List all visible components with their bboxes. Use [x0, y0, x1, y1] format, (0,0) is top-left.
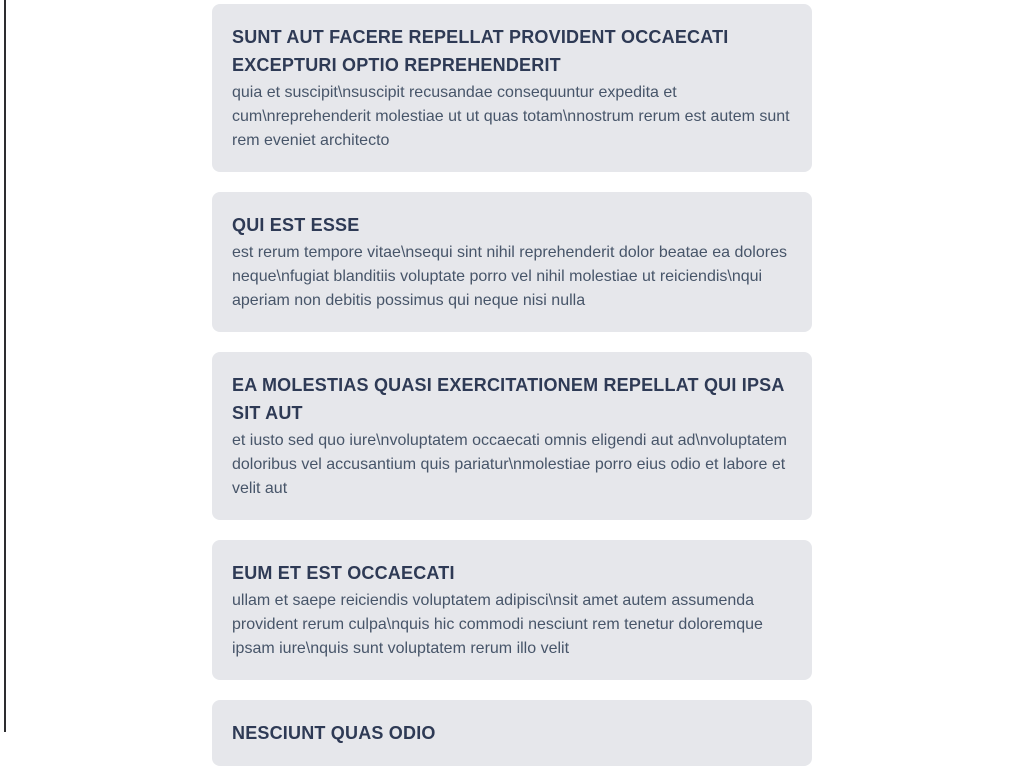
post-body: ullam et saepe reiciendis voluptatem adipisci\nsit amet autem assumenda provident rerum culpa\nquis hic commodi nesciunt rem tenetur doloremque ipsam iure\nquis sunt voluptatem rerum illo velit [232, 592, 763, 657]
post-body: est rerum tempore vitae\nsequi sint nihil reprehenderit dolor beatae ea dolores neque\nfugiat blanditiis voluptate porro vel nihil molestiae ut reiciendis\nqui aperiam non debitis possimus qui neque nisi nulla [232, 244, 787, 309]
post-title: QUI EST ESSE [232, 215, 360, 235]
post-feed [212, 4, 812, 766]
post-card [212, 192, 812, 332]
post-body: quia et suscipit\nsuscipit recusandae consequuntur expedita et cum\nreprehenderit molestiae ut ut quas totam\nnostrum rerum est autem sunt rem eveniet architecto [232, 84, 790, 149]
post-card [212, 540, 812, 680]
post-title: NESCIUNT QUAS ODIO [232, 723, 436, 743]
window-left-border [4, 0, 6, 732]
post-card [212, 352, 812, 520]
post-body: et iusto sed quo iure\nvoluptatem occaecati omnis eligendi aut ad\nvoluptatem doloribus vel accusantium quis pariatur\nmolestiae porro eius odio et labore et velit aut [232, 432, 788, 497]
post-card [212, 700, 812, 766]
post-card [212, 4, 812, 172]
post-title: SUNT AUT FACERE REPELLAT PROVIDENT OCCAECATI EXCEPTURI OPTIO REPREHENDERIT [232, 27, 729, 75]
post-title: EUM ET EST OCCAECATI [232, 563, 455, 583]
post-title: EA MOLESTIAS QUASI EXERCITATIONEM REPELLAT QUI IPSA SIT AUT [232, 375, 784, 423]
